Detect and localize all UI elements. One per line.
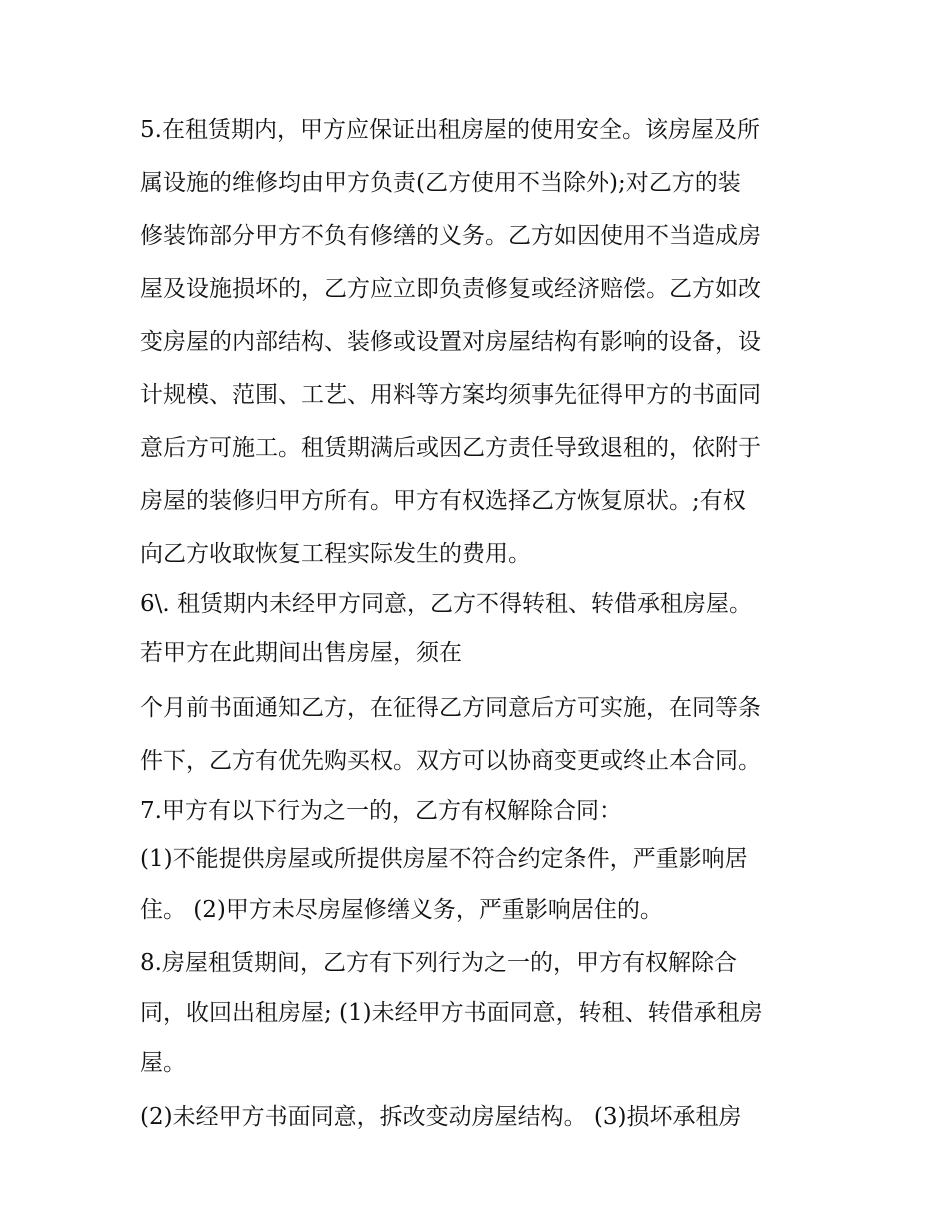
text-line: 变房屋的内部结构、装修或设置对房屋结构有影响的设备，设: [140, 329, 761, 355]
text-line: 个月前书面通知乙方，在征得乙方同意后方可实施，在同等条: [140, 695, 761, 721]
text-line: 件下，乙方有优先购买权。双方可以协商变更或终止本合同。: [140, 748, 761, 774]
text-line: 房屋的装修归甲方所有。甲方有权选择乙方恢复原状。;有权: [140, 488, 746, 514]
text-line: 屋及设施损坏的，乙方应立即负责修复或经济赔偿。乙方如改: [140, 276, 761, 302]
text-line: 修装饰部分甲方不负有修缮的义务。乙方如因使用不当造成房: [140, 223, 761, 249]
text-line: 5.在租赁期内，甲方应保证出租房屋的使用安全。该房屋及所: [140, 117, 760, 143]
text-line: 6\. 租赁期内未经甲方同意，乙方不得转租、转借承租房屋。: [140, 591, 753, 617]
text-line: 若甲方在此期间出售房屋，须在: [140, 640, 462, 666]
text-line: 同，收回出租房屋; (1)未经甲方书面同意，转租、转借承租房: [140, 1000, 763, 1026]
text-line: 住。 (2)甲方未尽房屋修缮义务，严重影响居住的。: [140, 897, 663, 923]
text-line: (2)未经甲方书面同意，拆改变动房屋结构。 (3)损坏承租房: [140, 1104, 742, 1130]
text-line: (1)不能提供房屋或所提供房屋不符合约定条件，严重影响居: [140, 846, 748, 872]
text-line: 屋。: [140, 1050, 186, 1076]
text-line: 8.房屋租赁期间，乙方有下列行为之一的，甲方有权解除合: [140, 950, 737, 976]
text-line: 7.甲方有以下行为之一的，乙方有权解除合同：: [140, 798, 622, 824]
text-line: 向乙方收取恢复工程实际发生的费用。: [140, 541, 531, 567]
text-line: 计规模、范围、工艺、用料等方案均须事先征得甲方的书面同: [140, 382, 761, 408]
text-line: 意后方可施工。租赁期满后或因乙方责任导致退租的，依附于: [140, 435, 761, 461]
text-line: 属设施的维修均由甲方负责(乙方使用不当除外);对乙方的装: [140, 170, 741, 196]
